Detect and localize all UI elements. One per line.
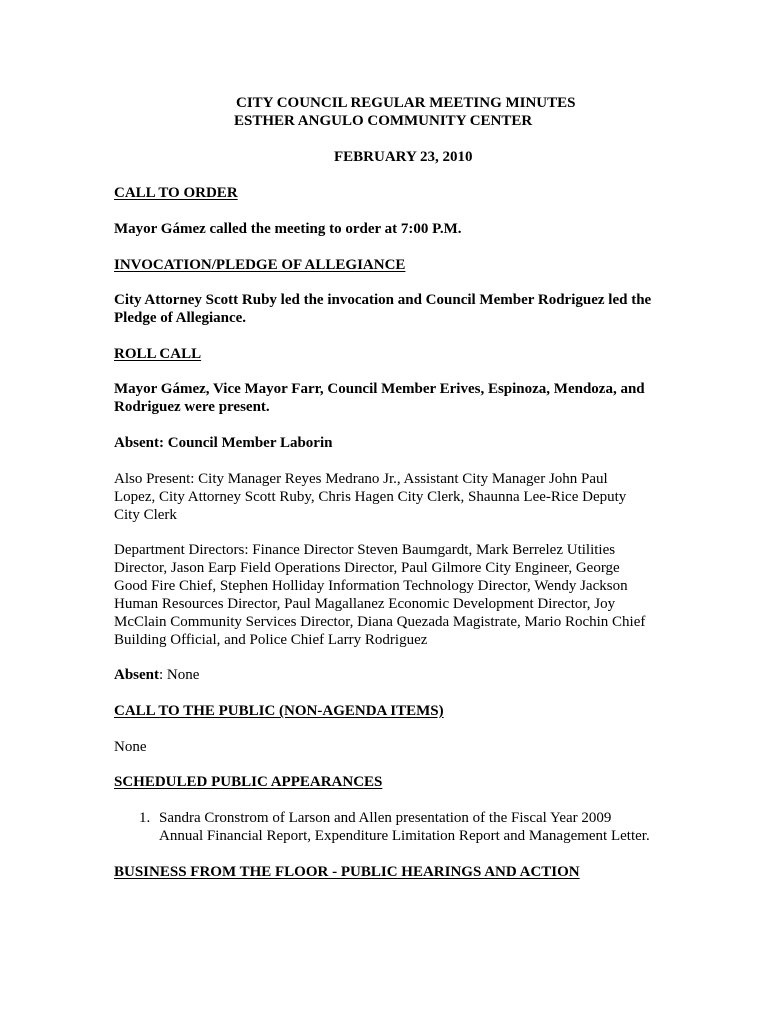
call-to-order-text: Mayor Gámez called the meeting to order at 7:00 P.M. [114,221,462,237]
roll-call-present-line-2: Rodriguez were present. [114,399,270,415]
also-present-line-1: Also Present: City Manager Reyes Medrano Jr., Assistant City Manager John Paul [114,471,608,487]
also-present-line-3: City Clerk [114,507,177,523]
heading-roll-call: ROLL CALL [114,346,202,362]
department-line-5: McClain Community Services Director, Diana Quezada Magistrate, Mario Rochin Chief [114,614,646,630]
heading-scheduled-appearances: SCHEDULED PUBLIC APPEARANCES [114,774,383,790]
heading-invocation: INVOCATION/PLEDGE OF ALLEGIANCE [114,257,406,273]
title-line-1: CITY COUNCIL REGULAR MEETING MINUTES [236,95,576,111]
invocation-line-1: City Attorney Scott Ruby led the invocation and Council Member Rodriguez led the [114,292,652,308]
department-line-2: Director, Jason Earp Field Operations Director, Paul Gilmore City Engineer, George [114,560,620,576]
scheduled-item-line-2: Annual Financial Report, Expenditure Limitation Report and Management Letter. [159,828,650,844]
heading-call-to-order: CALL TO ORDER [114,185,238,201]
call-to-public-text: None [114,739,147,755]
roll-call-present-line-1: Mayor Gámez, Vice Mayor Farr, Council Member Erives, Espinoza, Mendoza, and [114,381,645,397]
department-line-3: Good Fire Chief, Stephen Holliday Information Technology Director, Wendy Jackson [114,578,628,594]
absent-none [114,666,199,684]
title-line-2: ESTHER ANGULO COMMUNITY CENTER [234,113,533,129]
invocation-line-2: Pledge of Allegiance. [114,310,247,326]
meeting-date: FEBRUARY 23, 2010 [334,149,473,165]
department-line-1: Department Directors: Finance Director Steven Baumgardt, Mark Berrelez Utilities [114,542,616,558]
heading-call-to-public: CALL TO THE PUBLIC (NON-AGENDA ITEMS) [114,703,444,719]
scheduled-item-number: 1. [139,810,151,826]
absent-none-value: : None [159,667,200,683]
heading-business-from-floor: BUSINESS FROM THE FLOOR - PUBLIC HEARINGS AND ACTION [114,864,580,880]
department-line-6: Building Official, and Police Chief Larry Rodriguez [114,632,428,648]
roll-call-absent: Absent: Council Member Laborin [114,435,333,451]
department-line-4: Human Resources Director, Paul Magallanez Economic Development Director, Joy [114,596,616,612]
also-present-line-2: Lopez, City Attorney Scott Ruby, Chris Hagen City Clerk, Shaunna Lee-Rice Deputy [114,489,627,505]
absent-none-label: Absent [114,667,160,683]
scheduled-item-line-1: Sandra Cronstrom of Larson and Allen presentation of the Fiscal Year 2009 [159,810,612,826]
